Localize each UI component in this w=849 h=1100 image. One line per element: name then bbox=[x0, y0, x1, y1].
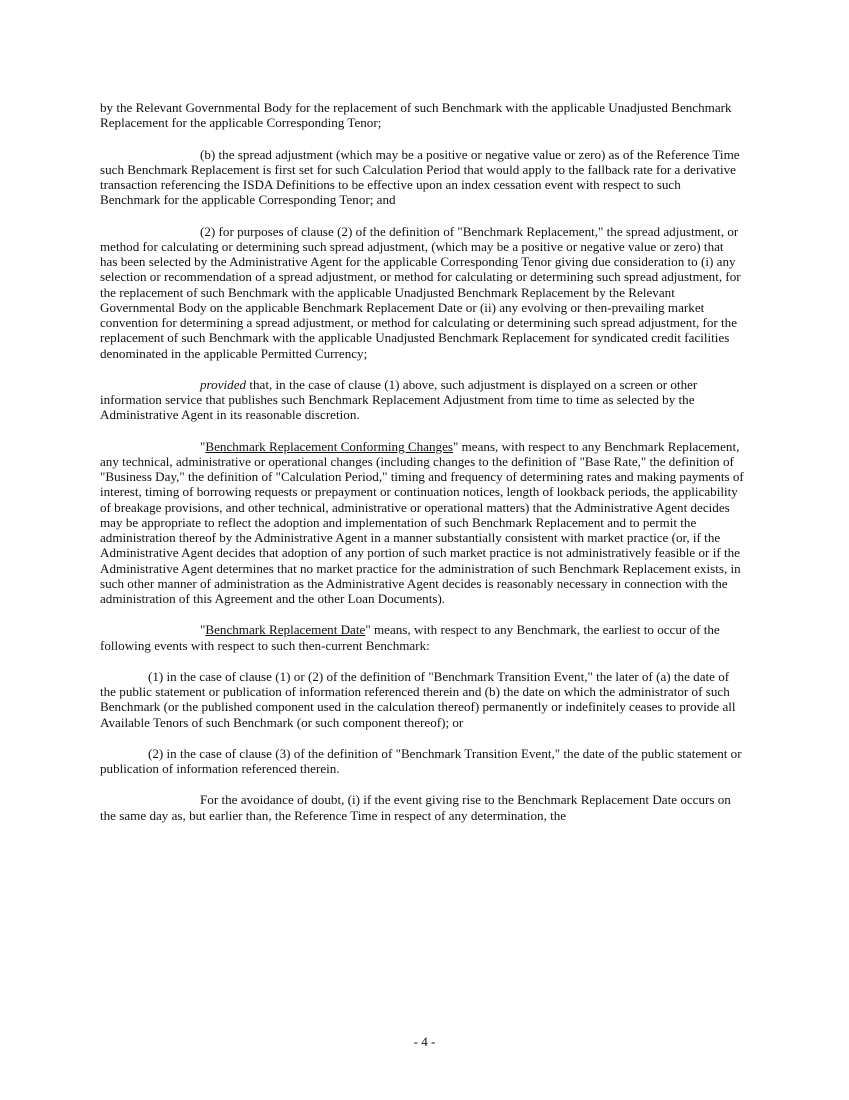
defined-term-conforming-changes: Benchmark Replacement Conforming Changes bbox=[205, 438, 453, 454]
proviso-text: that, in the case of clause (1) above, such adjustment is displayed on a screen or other information service that publishes such Benchmark Replacement Adjustment from time to time as selected by the Administrative Agent in its reasonable discretion. bbox=[100, 376, 698, 423]
paragraph-date-clause-2: (2) in the case of clause (3) of the definition of "Benchmark Transition Event," the date of the public statement or publication of information referenced therein. bbox=[100, 745, 742, 776]
paragraph-clause-2: (2) for purposes of clause (2) of the definition of "Benchmark Replacement," the spread adjustment, or method for calculating or determining such spread adjustment, (which may be a positive or negative value or zero) that has been selected by the Administrative Agent for the applicable Corresponding Tenor giving due consideration to (i) any selection or recommendation of a spread adjustment, or method for calculating or determining such spread adjustment, for the replacement of such Benchmark with the applicable Unadjusted Benchmark Replacement by the Relevant Governmental Body on the applicable Benchmark Replacement Date or (ii) any evolving or then-prevailing market convention for determining a spread adjustment, or method for calculating or determining such spread adjustment, for the replacement of such Benchmark with the applicable Unadjusted Benchmark Replacement for syndicated credit facilities denominated in the applicable Permitted Currency; bbox=[100, 223, 741, 361]
defined-term-replacement-date: Benchmark Replacement Date bbox=[205, 622, 366, 638]
open-quote: " bbox=[200, 622, 206, 638]
proviso-italic-term: provided bbox=[200, 376, 247, 392]
paragraph-continuation: by the Relevant Governmental Body for the replacement of such Benchmark with the applicable Unadjusted Benchmark Replacement for the applicable Corresponding Tenor; bbox=[100, 100, 732, 131]
page-number: - 4 - bbox=[413, 1034, 436, 1049]
definition-replacement-date bbox=[100, 622, 744, 653]
paragraph-proviso bbox=[100, 377, 744, 423]
paragraph-clause-b: (b) the spread adjustment (which may be a positive or negative value or zero) as of the Reference Time such Benchmark Replacement is first set for such Calculation Period that would apply to the fallback rate for a derivative transaction referencing the ISDA Definitions to be effective upon an index cessation event with respect to such Benchmark for the applicable Corresponding Tenor; and bbox=[100, 146, 740, 208]
paragraph-avoidance-of-doubt: For the avoidance of doubt, (i) if the event giving rise to the Benchmark Replacement Date occurs on the same day as, but earlier than, the Reference Time in respect of any determination, the bbox=[100, 792, 731, 823]
paragraph-date-clause-1: (1) in the case of clause (1) or (2) of the definition of "Benchmark Transition Event," the later of (a) the date of the public statement or publication of information referenced therein and (b) the date on which the administrator of such Benchmark (or the published component used in the calculation thereof) permanently or indefinitely ceases to provide all Available Tenors of such Benchmark (or such component thereof); or bbox=[100, 668, 736, 730]
definition-text: " means, with respect to any Benchmark Replacement, any technical, administrative or operational changes (including changes to the definition of "Base Rate," the definition of "Business Day," the definition of "Calculation Period," timing and frequency of determining rates and making payments of interest, timing of borrowing requests or prepayment or continuation notices, length of lookback periods, the applicability of breakage provisions, and other technical, administrative or operational matters) that the Administrative Agent decides may be appropriate to reflect the adoption and implementation of such Benchmark Replacement and to permit the administration thereof by the Administrative Agent in a manner substantially consistent with market practice (or, if the Administrative Agent decides that adoption of any portion of such market practice is not administratively feasible or if the Administrative Agent determines that no market practice for the administration of such Benchmark Replacement exists, in such other manner of administration as the Administrative Agent decides is reasonably necessary in connection with the administration of this Agreement and the other Loan Documents). bbox=[100, 438, 744, 606]
document-body bbox=[100, 100, 744, 839]
open-quote: " bbox=[200, 438, 206, 454]
definition-text: " means, with respect to any Benchmark, the earliest to occur of the following events with respect to such then-current Benchmark: bbox=[100, 622, 720, 653]
definition-conforming-changes bbox=[100, 439, 744, 607]
